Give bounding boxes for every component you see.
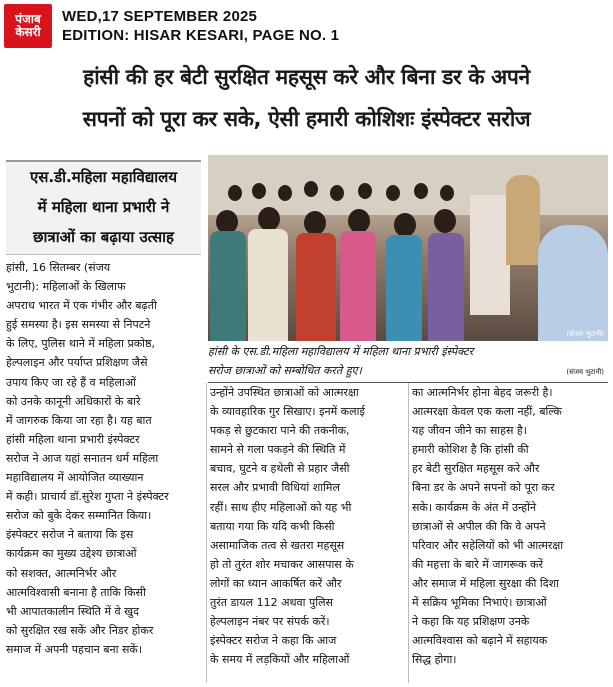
article-line: हांसी महिला थाना प्रभारी इंस्पेक्टर: [6, 432, 140, 446]
photo-officer: [506, 175, 540, 265]
main-headline: [0, 56, 613, 140]
article-line: भी आपातकालीन स्थिति में वे खुद: [6, 604, 139, 618]
article-line: तुरंत डायल 112 अथवा पुलिस: [210, 596, 333, 610]
photo-head: [348, 209, 370, 233]
article-line: परिवार और सहेलियों को भी आत्मरक्षा: [412, 538, 564, 552]
article-line: छात्राओं से अपील की कि वे अपने: [412, 519, 546, 533]
article-line: आत्मविश्वासी बनाना है ताकि किसी: [6, 585, 146, 599]
article-column-2: [210, 383, 404, 669]
column-divider: [206, 383, 207, 683]
subheadline-line-1: एस.डी.महिला महाविद्यालय: [29, 168, 178, 186]
article-line: के व्यावहारिक गुर सिखाए। इनमें कलाई: [210, 405, 365, 419]
article-line: यह जीवन जीने का साहस है।: [412, 424, 527, 438]
article-line: को सुरक्षित रख सकें और निडर होकर: [6, 623, 154, 637]
photo-wall: [208, 155, 608, 215]
photo-figure: [210, 231, 246, 341]
caption-credit: (संजय भुटानी): [566, 368, 604, 376]
article-column-1: [6, 258, 202, 659]
edition-info: [62, 7, 339, 45]
photo-man: [538, 225, 608, 341]
photo-head: [440, 185, 454, 201]
photo-figure: [386, 235, 422, 341]
photo-head: [304, 181, 318, 197]
photo-head: [258, 207, 280, 231]
article-line: सामने से गला पकड़ने की स्थिति में: [210, 443, 346, 457]
article-line: हो तो तुरंत शोर मचाकर आसपास के: [210, 557, 354, 571]
column-divider: [408, 383, 409, 683]
photo-head: [304, 211, 326, 235]
photo-credit: (संजय भुटानी): [566, 330, 604, 338]
article-line: हुई समस्या है। इस समस्या से निपटने: [6, 318, 151, 332]
article-line: भुटानी): महिलाओं के खिलाफ: [6, 280, 126, 294]
caption-line-2: सरोज छात्राओं को सम्बोधित करते हुए।: [208, 364, 362, 377]
punjab-kesari-logo: [4, 4, 52, 48]
article-line: महाविद्यालय में आयोजित व्याख्यान: [6, 471, 144, 485]
publication-date: WED,17 SEPTEMBER 2025: [62, 8, 258, 25]
article-line: पकड़ से छुटकारा पाने की तकनीक,: [210, 424, 350, 438]
article-line: रहीं। साथ हीए महिलाओं को यह भी: [210, 500, 352, 514]
article-line: और समाज में महिला सुरक्षा की दिशा: [412, 576, 559, 590]
photo-figure: [296, 233, 336, 341]
article-line: आत्मविश्वास को बढ़ाने में सहायक: [412, 634, 548, 648]
subheadline-line-2: में महिला थाना प्रभारी ने: [37, 198, 170, 216]
news-photo: [208, 155, 608, 341]
caption-line-1: हांसी के एस.डी.महिला महाविद्यालय में महिला थाना प्रभारी इंस्पेक्टर: [208, 345, 474, 358]
article-line: समाज में अपनी पहचान बना सकें।: [6, 642, 143, 656]
photo-head: [358, 183, 372, 199]
article-line: आत्मरक्षा केवल एक कला नहीं, बल्कि: [412, 405, 562, 419]
article-line: हेल्पलाइन और पर्याप्त प्रशिक्षण जैसे: [6, 356, 148, 370]
photo-head: [386, 185, 400, 201]
article-line: असामाजिक तत्व से खतरा महसूस: [210, 538, 345, 552]
article-line: हमारी कोशिश है कि हांसी की: [412, 443, 529, 457]
subheadline-line-3: छात्राओं का बढ़ाया उत्साह: [33, 228, 174, 246]
article-line: बताया गया कि यदि कभी किसी: [210, 519, 335, 533]
logo-line-2: केसरी: [15, 25, 41, 39]
photo-podium: [470, 195, 510, 315]
article-line: में कही। प्राचार्य डॉ.सुरेश गुप्ता ने इंस्पेक्टर: [6, 490, 169, 504]
photo-caption: [208, 342, 608, 383]
masthead: [0, 0, 613, 52]
article-line: के लिए, पुलिस थाने में महिला प्रकोष्ठ,: [6, 337, 155, 351]
logo-line-1: पंजाब: [15, 12, 41, 27]
photo-head: [252, 183, 266, 199]
photo-head: [414, 183, 428, 199]
article-line: को उनके कानूनी अधिकारों के बारे: [6, 394, 141, 408]
photo-head: [434, 209, 456, 233]
article-line: में जागरुक किया जा रहा है। यह बात: [6, 413, 152, 427]
article-line: हेल्पलाइन नंबर पर संपर्क करें।: [210, 615, 330, 629]
article-line: सरोज ने आज यहां सनातन धर्म महिला: [6, 451, 159, 465]
article-line: अपराध भारत में एक गंभीर और बढ़ती: [6, 299, 157, 313]
sub-headline-box: [6, 160, 201, 255]
photo-head: [330, 185, 344, 201]
article-line: लोगों का ध्यान आकर्षित करें और: [210, 576, 342, 590]
article-line: हर बेटी सुरक्षित महसूस करे और: [412, 462, 540, 476]
article-line: उपाय किए जा रहे हैं व महिलाओं: [6, 375, 136, 389]
article-line: सिद्ध होगा।: [412, 653, 457, 667]
article-line: कार्यक्रम का मुख्य उद्देश्य छात्राओं: [6, 547, 137, 561]
article-line: का आत्मनिर्भर होना बेहद जरूरी है।: [412, 386, 553, 399]
article-line: ने कहा कि यह प्रशिक्षण उनके: [412, 615, 530, 629]
photo-head: [278, 185, 292, 201]
photo-head: [394, 213, 416, 237]
edition-label: EDITION: HISAR KESARI, PAGE NO. 1: [62, 27, 340, 44]
article-line: इंस्पेक्टर सरोज ने बताया कि इस: [6, 528, 134, 542]
article-column-3: [412, 383, 608, 669]
article-line: की महत्ता के बारे में जागरूक करें: [412, 557, 543, 571]
article-line: सरोज को बुके देकर सम्मानित किया।: [6, 509, 152, 523]
article-line: बिना डर के अपने सपनों को पूरा कर: [412, 481, 555, 495]
article-line: को सशक्त, आत्मनिर्भर और: [6, 566, 117, 580]
article-line: उन्होंने उपस्थित छात्राओं को आत्मरक्षा: [210, 386, 359, 399]
article-line: बचाव, घुटने व हथेली से प्रहार जैसी: [210, 462, 350, 476]
article-line: इंस्पेक्टर सरोज ने कहा कि आज: [210, 634, 337, 648]
photo-head: [228, 185, 242, 201]
article-line: में सक्रिय भूमिका निभाएं। छात्राओं: [412, 596, 547, 610]
article-line: सरल और प्रभावी विधियां शामिल: [210, 481, 340, 495]
photo-figure: [428, 233, 464, 341]
photo-figure: [340, 231, 376, 341]
headline-line-2: सपनों को पूरा कर सके, ऐसी हमारी कोशिशः इंस्पेक्टर सरोज: [82, 107, 531, 131]
photo-figure: [248, 229, 288, 341]
article-line: के समय में लड़कियों और महिलाओं: [210, 653, 350, 667]
article-line: सके। कार्यक्रम के अंत में उन्होंने: [412, 500, 537, 514]
article-line: हांसी, 16 सितम्बर (संजय: [6, 261, 111, 274]
headline-line-1: हांसी की हर बेटी सुरक्षित महसूस करे और बिना डर के अपने: [83, 65, 530, 89]
